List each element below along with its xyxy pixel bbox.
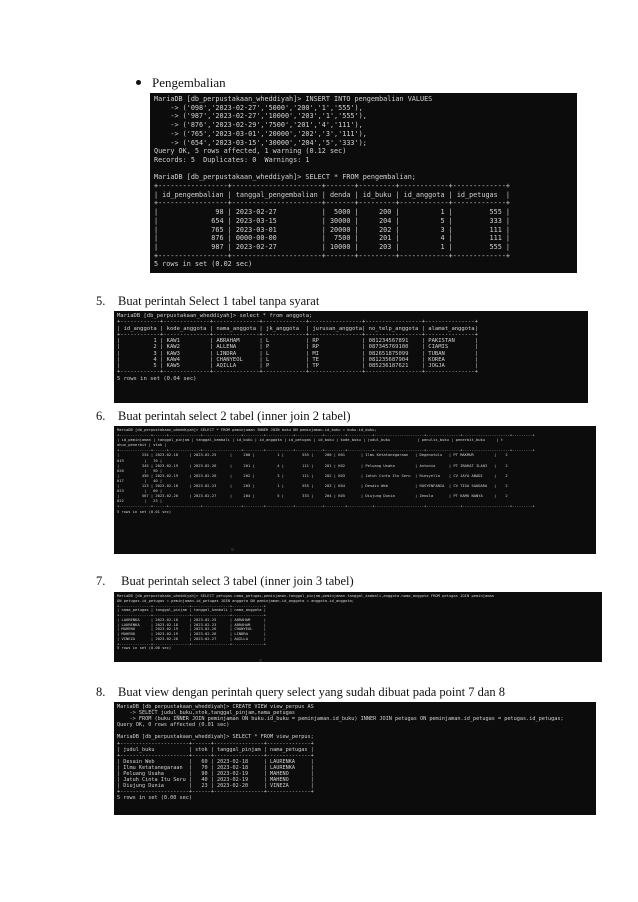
terminal-pengembalian [150,93,577,273]
terminal-output: MariaDB [db_perpustakaan_wheddiyah]> SELECT * FROM peminjaman INNER JOIN buku ON peminjaman.id_buku = buku.id_buku; +--------------+------+--------------+-----------------+---------+------------+------------+---------+-----------+----------------------+---------------+---------------------+---------+ | id_peminjaman | tanggal_pinjam | tanggal_kembali | id_buku | id_anggota | id_petugas | id_buku | kode_buku | judul_buku | penulis_buku | penerbit_buku | t ahun_penerbit | stok | +--------------+------+--------------+-----------------+---------+------------+------------+---------+-----------+----------------------+---------------+---------------------+---------+ | 234 | 2023-02-18 | 2023-02-25 | 200 | 1 | 555 | 200 | K01 | Ilmu Ketatanegaraan | Degenotolu | PT MAKMUR | 2 019 | 70 | | 345 | 2023-02-19 | 2023-02-26 | 201 | 4 | 111 | 201 | K02 | Peluang Usaha | Antonio | PT IBARAT ILAHI | 2 020 | 90 | | 456 | 2023-02-19 | 2023-02-26 | 202 | 3 | 111 | 202 | K03 | Jatuh Cinta Itu Seru | Riesyella | CV JAYA ABADI | 2 017 | 40 | | 123 | 2023-02-18 | 2023-02-23 | 203 | 1 | 555 | 203 | K04 | Desain Web | ROSYENFANIA | CV TIGA SAUDARA | 2 023 | 60 | | 567 | 2023-02-20 | 2023-02-27 | 204 | 5 | 333 | 204 | K05 | Diujung Dunia | Zenola | PT KAMU NANYA | 2 022 | 23 | +--------------+------+--------------+-----------------+---------+------------+------------+---------+-----------+----------------------+---------------+---------------------+---------+ 5 rows in set (0.01 sec) [117,428,535,514]
bullet-label: Pengembalian [152,75,226,90]
section-8-heading [96,685,505,700]
terminal-output: MariaDB [db_perpustakaan_wheddiyah]> CREATE VIEW view_perpus AS -> SELECT judul_buku,stok,tanggal_pinjam,nama_petugas -> FROM (buku INNER JOIN peminjaman ON buku.id_buku = peminjaman.id_buku) INNER JOIN petugas ON peminjaman.id_petugas = petugas.id_petugas; Query OK, 0 rows affected (0.01 sec) MariaDB [db_perpustakaan_wheddiyah]> SELECT * FROM view_perpus; +----------------------+------+----------------+--------------+ | judul_buku | stok | tanggal_pinjam | nama_petugas | +----------------------+------+----------------+--------------+ | Desain Web | 60 | 2023-02-18 | LAURENKA | | Ilmu Ketatanegaraan | 70 | 2023-02-18 | LAURENKA | | Peluang Usaha | 90 | 2023-02-19 | MAHENO | | Jatuh Cinta Itu Seru | 40 | 2023-02-19 | MAHENO | | Diujung Dunia | 23 | 2023-02-20 | VINEZA | +----------------------+------+----------------+--------------+ 5 rows in set (0.00 sec) [117,704,564,802]
terminal-output: MariaDB [db_perpustakaan_wheddiyah]> INSERT INTO pengembalian VALUES -> ('098','2023-02-27','5000','200','1','555'), -> ('987','2023-02-27','10000','203','1','555'), -> ('876','2023-02-29','7500','201','4','111'), -> ('765','2023-03-01','20000','202','3','111'), -> ('654','2023-03-15','30000','204','5','333'); Query OK, 5 rows affected, 1 warning (0.12 sec) Records: 5 Duplicates: 0 Warnings: 1 MariaDB [db_perpustakaan_wheddiyah]> SELECT * FROM pengembalian; +-----------------+----------------------+-------+---------+------------+-------------+ | id_pengembalian | tanggal_pengembalian | denda | id_buku | id_anggota | id_petugas | +-----------------+----------------------+-------+---------+------------+-------------+ | 98 | 2023-02-27 | 5000 | 200 | 1 | 555 | | 654 | 2023-03-15 | 30000 | 204 | 5 | 333 | | 765 | 2023-03-01 | 20000 | 202 | 3 | 111 | | 876 | 0000-00-00 | 7500 | 201 | 4 | 111 | | 987 | 2023-02-27 | 10000 | 203 | 1 | 555 | +-----------------+----------------------+-------+---------+------------+-------------+ 5 rows in set (0.02 sec) [154,95,511,269]
terminal-view [114,702,596,815]
section-title: Buat perintah select 2 tabel (inner join 2 tabel) [118,409,351,423]
section-title: Buat view dengan perintah query select yang sudah dibuat pada point 7 dan 8 [118,685,506,699]
terminal-anggota [114,311,588,403]
terminal-join3 [114,592,602,662]
text-cursor [231,548,234,551]
text-cursor [259,659,262,662]
bullet-icon [136,80,141,85]
section-5-heading [96,294,319,309]
section-number: 5. [96,294,106,308]
section-number: 6. [96,409,106,423]
section-title: Buat perintah select 3 tabel (inner join 3 tabel) [118,574,354,588]
section-number: 8. [96,685,106,699]
section-7-heading [96,574,354,589]
terminal-output: MariaDB [db_perpustakaan_wheddiyah]> select * from anggota; +------------+--------------+--------------+-------------+----------------+-----------------+---------------+ | id_anggota | kode_anggota | nama_anggota | jk_anggota | jurusan_anggota| no_telp_anggota | alamat_anggota| +------------+--------------+--------------+-------------+----------------+-----------------+---------------+ | 1 | KAW1 | ABRAHAM | L | RP | 081234567891 | PAKISTAN | | 2 | KAW2 | ALLENA | P | RP | 087345769100 | CIAMIS | | 3 | KAW3 | LINDRA | L | MI | 082651875099 | TUBAN | | 4 | KAW4 | CHANYEOL | L | TE | 081235687904 | KOREA | | 5 | KAW5 | AQILLA | P | TP | 085236187621 | JOGJA | +------------+--------------+--------------+-------------+----------------+-----------------+---------------+ 5 rows in set (0.04 sec) [117,313,478,382]
terminal-output: MariaDB [db_perpustakaan_wheddiyah]> SELECT petugas.nama_petugas,peminjaman.tanggal_pinjam,peminjaman.tanggal_kembali,anggota.nama_anggota FROM petugas JOIN peminjaman ON petugas.id_petugas = peminjaman.id_petugas JOIN anggota ON peminjaman.id_anggota = anggota.id_anggota; +--------------+----------------+-----------------+--------------+ | nama_petugas | tanggal_pinjam | tanggal_kembali | nama_anggota | +--------------+----------------+-----------------+--------------+ | LAURENKA | 2023-02-18 | 2023-02-25 | ABRAHAM | | LAURENKA | 2023-02-18 | 2023-02-23 | ABRAHAM | | MAHENO | 2023-02-19 | 2023-02-26 | CHANYEOL | | MAHENO | 2023-02-19 | 2023-02-26 | LINDRA | | VINEZA | 2023-02-20 | 2023-02-27 | AQILLA | +--------------+----------------+-----------------+--------------+ 5 rows in set (0.00 sec) [117,594,495,651]
section-number: 7. [96,574,106,588]
terminal-join2 [114,426,596,554]
section-title: Buat perintah Select 1 tabel tanpa syarat [118,294,320,308]
section-6-heading [96,409,351,424]
